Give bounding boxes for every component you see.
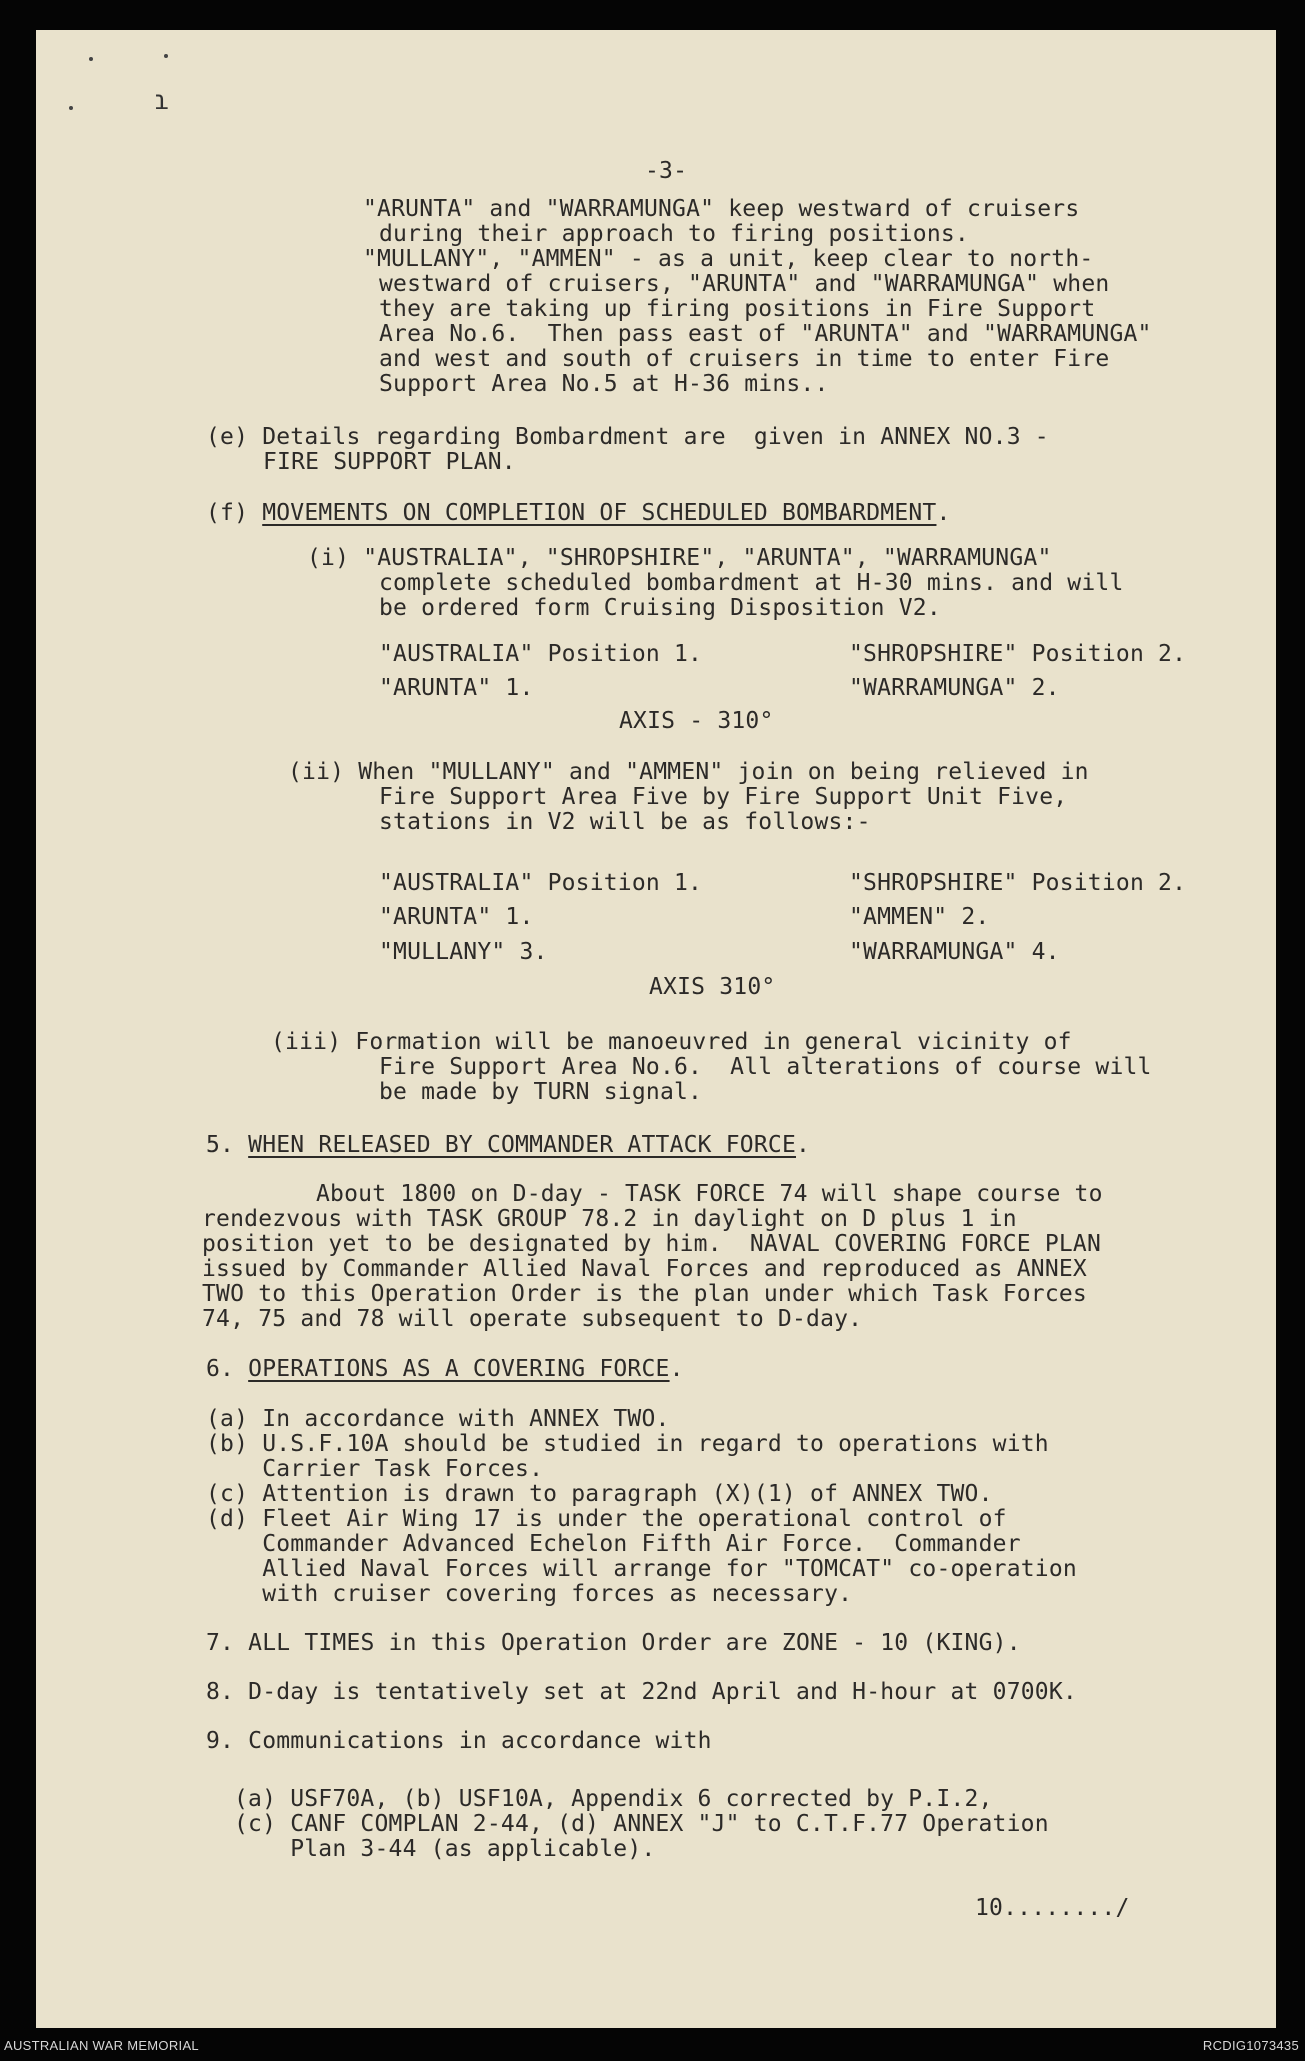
section-9-item-line: Plan 3-44 (as applicable). [234,1836,656,1862]
section-5-body-line: rendezvous with TASK GROUP 78.2 in daylight on D plus 1 in [202,1206,1017,1232]
section-9-heading: 9. Communications in accordance with [206,1728,712,1754]
section-6-item-line: (c) Attention is drawn to paragraph (X)(1) of ANNEX TWO. [206,1481,993,1507]
section-9-item-line: (a) USF70A, (b) USF10A, Appendix 6 corrected by P.I.2, [234,1786,993,1812]
station-entry: "AUSTRALIA" Position 1. [379,641,703,667]
page-number: -3- [645,158,688,184]
intro-line: "ARUNTA" and "WARRAMUNGA" keep westward of cruisers [363,196,1080,222]
punch-mark [89,57,93,61]
sub-i-line: (i) "AUSTRALIA", "SHROPSHIRE", "ARUNTA", "WARRAMUNGA" [307,545,1052,571]
intro-line: they are taking up firing positions in Fire Support [379,296,1096,322]
section-5-body-line: About 1800 on D-day - TASK FORCE 74 will shape course to [316,1181,1103,1207]
intro-line: during their approach to firing positions. [379,221,969,247]
intro-line: Support Area No.5 at H-36 mins.. [379,371,829,397]
station-entry: "ARUNTA" 1. [379,675,534,701]
section-5-body-line: position yet to be designated by him. NAVAL COVERING FORCE PLAN [202,1231,1102,1257]
sub-ii-line: Fire Support Area Five by Fire Support Unit Five, [379,784,1068,810]
punch-mark [164,54,168,58]
footer-source: AUSTRALIAN WAR MEMORIAL [4,2038,199,2053]
section-6-item-line: with cruiser covering forces as necessary. [206,1581,853,1607]
sub-iii-line: be made by TURN signal. [379,1079,703,1105]
station-entry: "SHROPSHIRE" Position 2. [849,870,1187,896]
intro-line: westward of cruisers, "ARUNTA" and "WARRAMUNGA" when [379,271,1110,297]
sub-iii-line: Fire Support Area No.6. All alterations of course will [379,1054,1152,1080]
section-6-item-line: (d) Fleet Air Wing 17 is under the operational control of [206,1506,1007,1532]
sub-i-line: complete scheduled bombardment at H-30 mins. and will [379,570,1124,596]
station-entry: "ARUNTA" 1. [379,904,534,930]
station-entry: "WARRAMUNGA" 4. [849,939,1060,965]
sub-iii-line: (iii) Formation will be manoeuvred in general vicinity of [271,1029,1072,1055]
station-entry: "AUSTRALIA" Position 1. [379,870,703,896]
intro-line: and west and south of cruisers in time to enter Fire [379,346,1110,372]
station-entry: "SHROPSHIRE" Position 2. [849,641,1187,667]
section-6-heading: 6. OPERATIONS AS A COVERING FORCE. [206,1356,684,1382]
section-5-heading: 5. WHEN RELEASED BY COMMANDER ATTACK FORCE. [206,1132,811,1158]
station-entry: "MULLANY" 3. [379,939,548,965]
section-5-body-line: TWO to this Operation Order is the plan under which Task Forces [202,1281,1087,1307]
section-6-item-line: (a) In accordance with ANNEX TWO. [206,1406,670,1432]
section-6-item-line: (b) U.S.F.10A should be studied in regard to operations with [206,1431,1049,1457]
item-f-heading: (f) MOVEMENTS ON COMPLETION OF SCHEDULED BOMBARDMENT. [206,500,951,526]
footer-id: RCDIG1073435 [1202,2038,1299,2053]
tick-mark-icon: ɿ [154,86,170,116]
section-9-item-line: (c) CANF COMPLAN 2-44, (d) ANNEX "J" to C.T.F.77 Operation [234,1811,1049,1837]
station-entry: "AMMEN" 2. [849,904,990,930]
punch-mark [69,106,73,110]
item-e-line: FIRE SUPPORT PLAN. [263,449,516,475]
section-7: 7. ALL TIMES in this Operation Order are ZONE - 10 (KING). [206,1630,1021,1656]
section-6-item-line: Allied Naval Forces will arrange for "TOMCAT" co-operation [206,1556,1077,1582]
section-6-item-line: Commander Advanced Echelon Fifth Air Force. Commander [206,1531,1021,1557]
intro-line: "MULLANY", "AMMEN" - as a unit, keep clear to north- [363,246,1094,272]
item-e-line: (e) Details regarding Bombardment are given in ANNEX NO.3 - [206,424,1049,450]
sub-i-line: be ordered form Cruising Disposition V2. [379,595,941,621]
intro-line: Area No.6. Then pass east of "ARUNTA" and "WARRAMUNGA" [379,321,1152,347]
section-5-body-line: issued by Commander Allied Naval Forces and reproduced as ANNEX [202,1256,1087,1282]
axis-label: AXIS 310° [649,974,776,1000]
section-8: 8. D-day is tentatively set at 22nd April and H-hour at 0700K. [206,1679,1077,1705]
section-6-item-line: Carrier Task Forces. [206,1456,544,1482]
axis-label: AXIS - 310° [619,708,774,734]
section-5-body-line: 74, 75 and 78 will operate subsequent to D-day. [202,1306,863,1332]
sub-ii-line: (ii) When "MULLANY" and "AMMEN" join on being relieved in [288,759,1089,785]
document-page [36,30,1276,2028]
sub-ii-line: stations in V2 will be as follows:- [379,809,871,835]
continuation-marker: 10......../ [975,1895,1130,1921]
station-entry: "WARRAMUNGA" 2. [849,675,1060,701]
